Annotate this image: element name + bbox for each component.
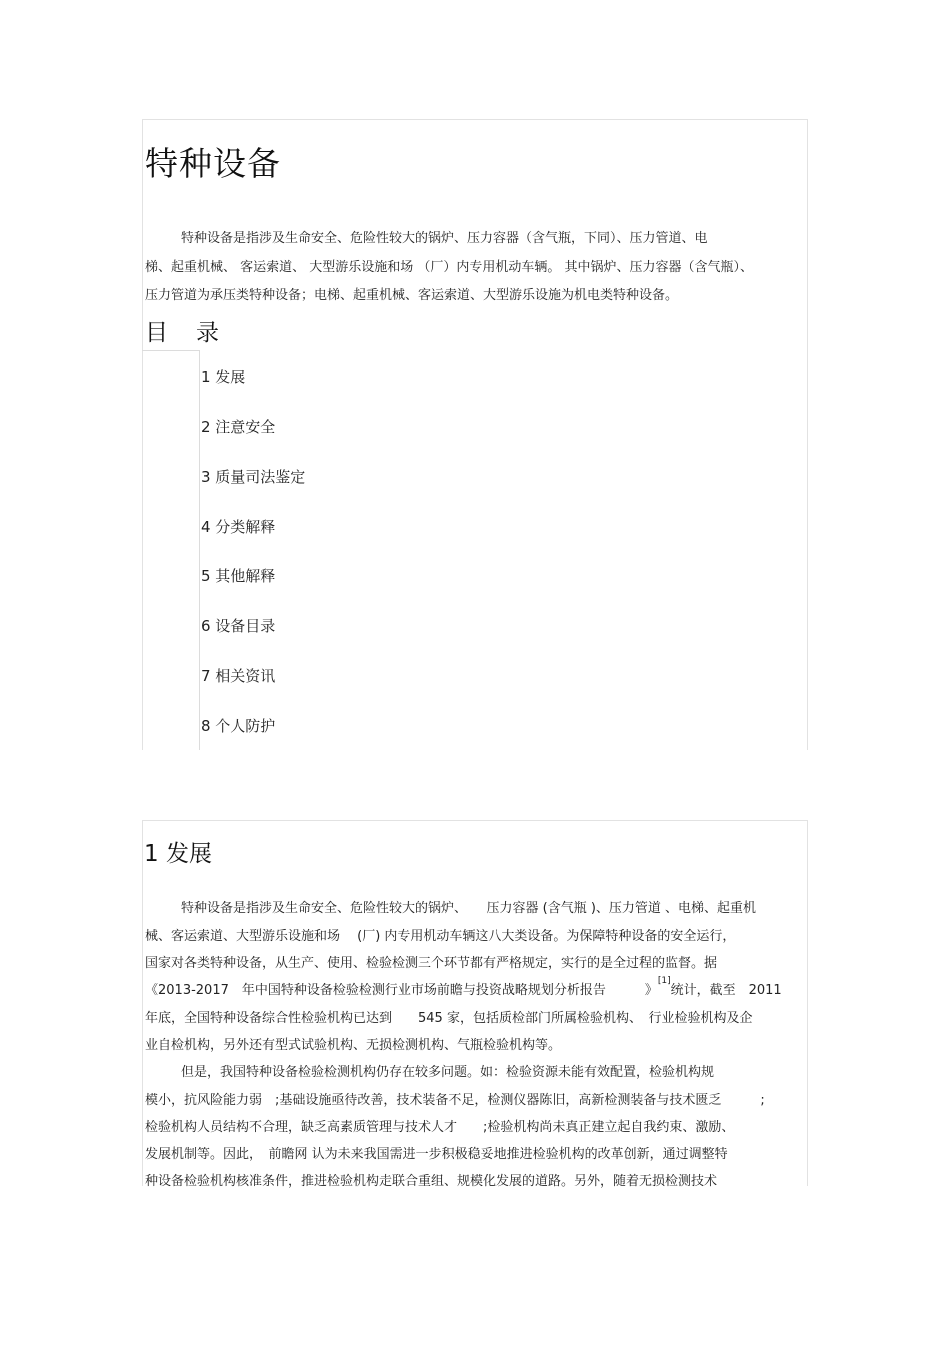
body-line: 发展机制等。因此， 前瞻网 认为未来我国需进一步积极稳妥地推进检验机构的改革创新，通过调整特 (145, 1147, 728, 1162)
body-line: 模小，抗风险能力弱 ;基础设施亟待改善，技术装备不足，检测仪器陈旧，高新检测装备与技术匮乏 ; (145, 1093, 765, 1108)
toc-item-quality-appraisal[interactable]: 3 质量司法鉴定 (201, 468, 306, 486)
body-line: 业自检机构，另外还有型式试验机构、无损检测机构、气瓶检验机构等。 (145, 1038, 562, 1053)
toc-item-development[interactable]: 1 发展 (201, 368, 246, 386)
citation-link[interactable]: [1] (657, 976, 671, 986)
body-line: 特种设备是指涉及生命安全、危险性较大的锅炉、 压力容器 (含气瓶 )、压力管道 、电梯、起重机 (181, 901, 757, 916)
page-title: 特种设备 (145, 144, 281, 183)
toc-heading (145, 314, 221, 347)
body-line: 检验机构人员结构不合理，缺乏高素质管理与技术人才 ;检验机构尚未真正建立起自我约束、激励、 (145, 1120, 735, 1135)
body-line: 年底，全国特种设备综合性检验机构已达到 545 家，包括质检部门所属检验机构、 行业检验机构及企 (145, 1011, 753, 1026)
body-line: 种设备检验机构核准条件，推进检验机构走联合重组、规模化发展的道路。另外，随着无损检测技术 (145, 1174, 718, 1189)
toc-item-equipment-catalog[interactable]: 6 设备目录 (201, 617, 276, 635)
toc-heading-right: 录 (196, 320, 221, 346)
report-title: 《2013-2017 年中国特种设备检验检测行业市场前瞻与投资战略规划分析报告 》 (145, 983, 658, 998)
body-text: 统计，截至 2011 (670, 983, 782, 998)
body-line: 但是，我国特种设备检验检测机构仍存在较多问题。如：检验资源未能有效配置，检验机构规 (181, 1065, 715, 1080)
body-line: 国家对各类特种设备，从生产、使用、检验检测三个环节都有严格规定，实行的是全过程的监督。据 (145, 956, 718, 971)
toc-divider (142, 350, 199, 351)
body-line-with-citation (145, 976, 782, 998)
toc-heading-left: 目 (145, 320, 170, 346)
toc-divider (199, 350, 200, 750)
section-heading: 1 发展 (144, 841, 212, 867)
toc-item-personal-protection[interactable]: 8 个人防护 (201, 717, 276, 735)
toc-item-classification[interactable]: 4 分类解释 (201, 518, 276, 536)
toc-item-safety[interactable]: 2 注意安全 (201, 418, 276, 436)
intro-line: 压力管道为承压类特种设备；电梯、起重机械、客运索道、大型游乐设施为机电类特种设备。 (145, 288, 679, 303)
toc-item-other-explanations[interactable]: 5 其他解释 (201, 567, 276, 585)
intro-line: 梯、起重机械、 客运索道、 大型游乐设施和场 （厂）内专用机动车辆。 其中锅炉、压力容器（含气瓶）、 (145, 260, 754, 275)
body-line: 械、客运索道、大型游乐设施和场 (厂) 内专用机动车辆这八大类设备。为保障特种设备的安全运行， (145, 929, 736, 944)
toc-item-related-news[interactable]: 7 相关资讯 (201, 667, 276, 685)
intro-line: 特种设备是指涉及生命安全、危险性较大的锅炉、压力容器（含气瓶，下同）、压力管道、电 (181, 231, 708, 246)
